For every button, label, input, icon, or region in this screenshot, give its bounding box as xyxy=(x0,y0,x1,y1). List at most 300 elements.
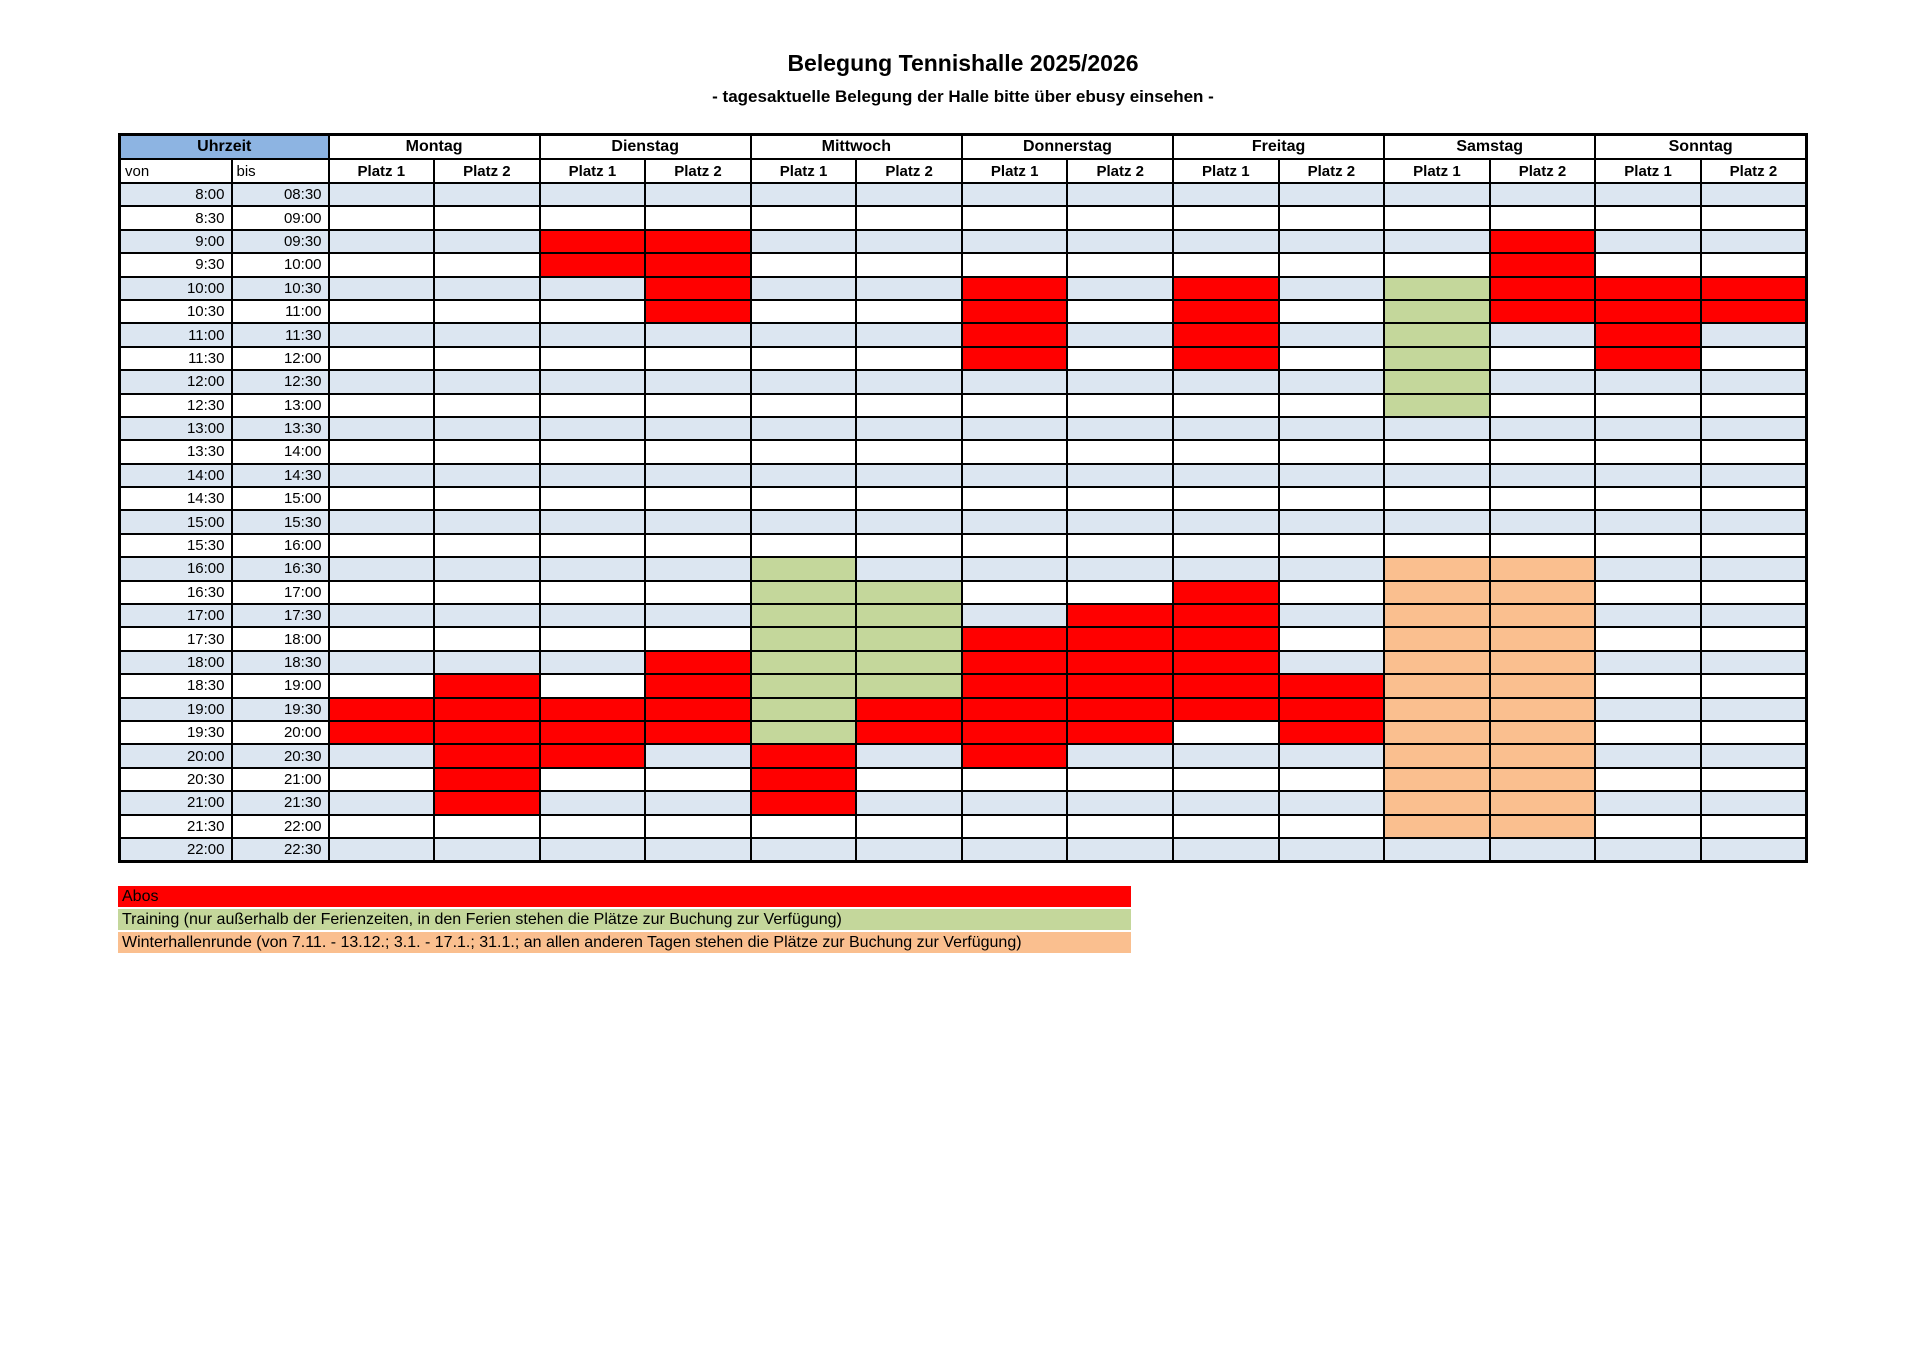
slot-cell xyxy=(751,627,857,650)
slot-cell xyxy=(1384,277,1490,300)
slot-cell xyxy=(751,557,857,580)
time-von-cell: 16:30 xyxy=(120,581,232,604)
schedule-body xyxy=(120,183,1807,862)
slot-cell xyxy=(1067,557,1173,580)
slot-cell xyxy=(1279,206,1385,229)
slot-cell xyxy=(1384,534,1490,557)
slot-cell xyxy=(1067,370,1173,393)
slot-cell xyxy=(1279,581,1385,604)
slot-cell xyxy=(751,698,857,721)
slot-cell xyxy=(1701,838,1807,862)
slot-cell xyxy=(540,183,646,206)
slot-cell xyxy=(1384,253,1490,276)
slot-cell xyxy=(1173,534,1279,557)
slot-cell xyxy=(1701,440,1807,463)
slot-cell xyxy=(962,627,1068,650)
slot-cell xyxy=(329,347,435,370)
time-bis-cell: 21:00 xyxy=(232,768,329,791)
time-bis-cell: 11:30 xyxy=(232,323,329,346)
slot-cell xyxy=(1595,323,1701,346)
slot-cell xyxy=(856,698,962,721)
slot-cell xyxy=(329,253,435,276)
slot-cell xyxy=(751,277,857,300)
slot-cell xyxy=(1173,487,1279,510)
time-von-cell: 9:30 xyxy=(120,253,232,276)
slot-cell xyxy=(1173,253,1279,276)
table-row xyxy=(120,651,1807,674)
slot-cell xyxy=(856,370,962,393)
slot-cell xyxy=(1384,815,1490,838)
slot-cell xyxy=(962,277,1068,300)
slot-cell xyxy=(1067,487,1173,510)
slot-cell xyxy=(540,323,646,346)
slot-cell xyxy=(1490,230,1596,253)
slot-cell xyxy=(645,651,751,674)
slot-cell xyxy=(1173,698,1279,721)
slot-cell xyxy=(1384,464,1490,487)
slot-cell xyxy=(1595,674,1701,697)
slot-cell xyxy=(1384,674,1490,697)
slot-cell xyxy=(1279,510,1385,533)
slot-cell xyxy=(434,323,540,346)
slot-cell xyxy=(1490,651,1596,674)
slot-cell xyxy=(540,581,646,604)
slot-cell xyxy=(1490,323,1596,346)
slot-cell xyxy=(962,230,1068,253)
slot-cell xyxy=(1595,440,1701,463)
table-row xyxy=(120,674,1807,697)
slot-cell xyxy=(645,510,751,533)
slot-cell xyxy=(645,417,751,440)
slot-cell xyxy=(751,417,857,440)
bis-header: bis xyxy=(232,159,329,183)
slot-cell xyxy=(329,651,435,674)
time-von-cell: 14:00 xyxy=(120,464,232,487)
slot-cell xyxy=(434,206,540,229)
slot-cell xyxy=(1595,394,1701,417)
slot-cell xyxy=(540,627,646,650)
slot-cell xyxy=(1173,206,1279,229)
slot-cell xyxy=(1067,394,1173,417)
slot-cell xyxy=(540,604,646,627)
slot-cell xyxy=(540,674,646,697)
slot-cell xyxy=(1490,394,1596,417)
time-von-cell: 16:00 xyxy=(120,557,232,580)
slot-cell xyxy=(1067,744,1173,767)
slot-cell xyxy=(540,347,646,370)
slot-cell xyxy=(962,300,1068,323)
time-von-cell: 21:30 xyxy=(120,815,232,838)
slot-cell xyxy=(1490,183,1596,206)
von-header: von xyxy=(120,159,232,183)
title-block xyxy=(118,50,1808,107)
slot-cell xyxy=(1384,394,1490,417)
slot-cell xyxy=(1595,604,1701,627)
slot-cell xyxy=(1279,347,1385,370)
time-von-cell: 8:30 xyxy=(120,206,232,229)
slot-cell xyxy=(329,300,435,323)
slot-cell xyxy=(962,698,1068,721)
slot-cell xyxy=(1173,277,1279,300)
slot-cell xyxy=(1279,557,1385,580)
slot-cell xyxy=(1595,698,1701,721)
time-von-cell: 13:00 xyxy=(120,417,232,440)
slot-cell xyxy=(329,230,435,253)
slot-cell xyxy=(329,674,435,697)
slot-cell xyxy=(751,206,857,229)
slot-cell xyxy=(751,347,857,370)
slot-cell xyxy=(1067,721,1173,744)
platz-header: Platz 1 xyxy=(962,159,1068,183)
slot-cell xyxy=(962,417,1068,440)
platz-header: Platz 2 xyxy=(1067,159,1173,183)
slot-cell xyxy=(434,230,540,253)
slot-cell xyxy=(1490,604,1596,627)
slot-cell xyxy=(1173,300,1279,323)
slot-cell xyxy=(540,721,646,744)
time-bis-cell: 13:00 xyxy=(232,394,329,417)
slot-cell xyxy=(1384,604,1490,627)
slot-cell xyxy=(1595,417,1701,440)
slot-cell xyxy=(1173,744,1279,767)
slot-cell xyxy=(645,487,751,510)
slot-cell xyxy=(1701,768,1807,791)
time-bis-cell: 18:00 xyxy=(232,627,329,650)
slot-cell xyxy=(962,604,1068,627)
slot-cell xyxy=(1384,721,1490,744)
table-row xyxy=(120,744,1807,767)
slot-cell xyxy=(1595,347,1701,370)
slot-cell xyxy=(1067,417,1173,440)
slot-cell xyxy=(1490,440,1596,463)
slot-cell xyxy=(540,230,646,253)
slot-cell xyxy=(962,557,1068,580)
slot-cell xyxy=(751,487,857,510)
slot-cell xyxy=(751,440,857,463)
slot-cell xyxy=(1279,721,1385,744)
slot-cell xyxy=(645,370,751,393)
slot-cell xyxy=(1595,510,1701,533)
time-von-cell: 10:30 xyxy=(120,300,232,323)
table-row xyxy=(120,183,1807,206)
slot-cell xyxy=(962,534,1068,557)
slot-cell xyxy=(856,417,962,440)
day-header: Donnerstag xyxy=(962,135,1173,160)
slot-cell xyxy=(1490,768,1596,791)
slot-cell xyxy=(1490,698,1596,721)
slot-cell xyxy=(1595,768,1701,791)
table-row xyxy=(120,230,1807,253)
time-von-cell: 12:00 xyxy=(120,370,232,393)
slot-cell xyxy=(1173,510,1279,533)
slot-cell xyxy=(1701,604,1807,627)
slot-cell xyxy=(1490,277,1596,300)
slot-cell xyxy=(434,183,540,206)
slot-cell xyxy=(1279,464,1385,487)
slot-cell xyxy=(1701,300,1807,323)
slot-cell xyxy=(329,510,435,533)
slot-cell xyxy=(1701,417,1807,440)
slot-cell xyxy=(1490,674,1596,697)
slot-cell xyxy=(1490,627,1596,650)
slot-cell xyxy=(962,721,1068,744)
slot-cell xyxy=(751,534,857,557)
slot-cell xyxy=(434,487,540,510)
table-row xyxy=(120,464,1807,487)
time-von-cell: 17:30 xyxy=(120,627,232,650)
slot-cell xyxy=(645,744,751,767)
slot-cell xyxy=(1595,815,1701,838)
slot-cell xyxy=(645,534,751,557)
slot-cell xyxy=(540,206,646,229)
slot-cell xyxy=(329,206,435,229)
slot-cell xyxy=(1067,347,1173,370)
slot-cell xyxy=(1701,557,1807,580)
time-bis-cell: 14:00 xyxy=(232,440,329,463)
slot-cell xyxy=(1279,277,1385,300)
slot-cell xyxy=(1173,417,1279,440)
slot-cell xyxy=(856,510,962,533)
slot-cell xyxy=(434,417,540,440)
slot-cell xyxy=(1701,698,1807,721)
slot-cell xyxy=(434,557,540,580)
time-bis-cell: 16:30 xyxy=(232,557,329,580)
table-row xyxy=(120,370,1807,393)
platz-header: Platz 2 xyxy=(645,159,751,183)
slot-cell xyxy=(962,510,1068,533)
slot-cell xyxy=(1595,206,1701,229)
table-row xyxy=(120,394,1807,417)
slot-cell xyxy=(645,674,751,697)
slot-cell xyxy=(751,651,857,674)
slot-cell xyxy=(434,838,540,862)
slot-cell xyxy=(540,768,646,791)
slot-cell xyxy=(434,768,540,791)
slot-cell xyxy=(856,838,962,862)
time-bis-cell: 15:00 xyxy=(232,487,329,510)
table-row xyxy=(120,604,1807,627)
slot-cell xyxy=(434,581,540,604)
slot-cell xyxy=(540,253,646,276)
slot-cell xyxy=(1701,277,1807,300)
slot-cell xyxy=(1595,791,1701,814)
slot-cell xyxy=(1490,487,1596,510)
slot-cell xyxy=(1173,768,1279,791)
page-title: Belegung Tennishalle 2025/2026 xyxy=(787,50,1139,76)
slot-cell xyxy=(1490,300,1596,323)
slot-cell xyxy=(1067,791,1173,814)
slot-cell xyxy=(1490,417,1596,440)
slot-cell xyxy=(856,674,962,697)
slot-cell xyxy=(645,253,751,276)
table-row xyxy=(120,253,1807,276)
table-row xyxy=(120,698,1807,721)
slot-cell xyxy=(1384,323,1490,346)
slot-cell xyxy=(751,581,857,604)
slot-cell xyxy=(962,464,1068,487)
slot-cell xyxy=(856,440,962,463)
slot-cell xyxy=(329,277,435,300)
slot-cell xyxy=(1701,791,1807,814)
slot-cell xyxy=(1595,370,1701,393)
slot-cell xyxy=(645,791,751,814)
slot-cell xyxy=(962,487,1068,510)
platz-header: Platz 2 xyxy=(856,159,962,183)
slot-cell xyxy=(645,206,751,229)
slot-cell xyxy=(856,300,962,323)
slot-cell xyxy=(1490,791,1596,814)
slot-cell xyxy=(540,510,646,533)
slot-cell xyxy=(1173,347,1279,370)
slot-cell xyxy=(1067,464,1173,487)
slot-cell xyxy=(1279,534,1385,557)
time-bis-cell: 10:30 xyxy=(232,277,329,300)
slot-cell xyxy=(434,534,540,557)
slot-cell xyxy=(856,557,962,580)
slot-cell xyxy=(856,230,962,253)
table-row xyxy=(120,300,1807,323)
slot-cell xyxy=(1279,417,1385,440)
slot-cell xyxy=(434,464,540,487)
slot-cell xyxy=(645,277,751,300)
slot-cell xyxy=(856,206,962,229)
table-row xyxy=(120,440,1807,463)
platz-header: Platz 2 xyxy=(1490,159,1596,183)
slot-cell xyxy=(1067,300,1173,323)
platz-header: Platz 1 xyxy=(1384,159,1490,183)
table-row xyxy=(120,417,1807,440)
slot-cell xyxy=(962,651,1068,674)
slot-cell xyxy=(645,464,751,487)
slot-cell xyxy=(1490,253,1596,276)
slot-cell xyxy=(1173,651,1279,674)
slot-cell xyxy=(962,206,1068,229)
slot-cell xyxy=(434,604,540,627)
time-von-cell: 22:00 xyxy=(120,838,232,862)
slot-cell xyxy=(751,300,857,323)
slot-cell xyxy=(1384,300,1490,323)
slot-cell xyxy=(645,183,751,206)
slot-cell xyxy=(751,394,857,417)
slot-cell xyxy=(1173,464,1279,487)
slot-cell xyxy=(1279,627,1385,650)
slot-cell xyxy=(1067,651,1173,674)
slot-cell xyxy=(1701,323,1807,346)
slot-cell xyxy=(1279,394,1385,417)
time-von-cell: 17:00 xyxy=(120,604,232,627)
slot-cell xyxy=(1173,674,1279,697)
slot-cell xyxy=(329,394,435,417)
slot-cell xyxy=(434,440,540,463)
slot-cell xyxy=(1595,253,1701,276)
slot-cell xyxy=(540,487,646,510)
time-bis-cell: 17:00 xyxy=(232,581,329,604)
slot-cell xyxy=(751,744,857,767)
slot-cell xyxy=(751,183,857,206)
slot-cell xyxy=(540,440,646,463)
table-row xyxy=(120,791,1807,814)
slot-cell xyxy=(962,791,1068,814)
slot-cell xyxy=(540,300,646,323)
time-bis-cell: 17:30 xyxy=(232,604,329,627)
time-von-cell: 8:00 xyxy=(120,183,232,206)
slot-cell xyxy=(1067,206,1173,229)
slot-cell xyxy=(1384,651,1490,674)
slot-cell xyxy=(1595,744,1701,767)
slot-cell xyxy=(645,300,751,323)
slot-cell xyxy=(1384,183,1490,206)
slot-cell xyxy=(751,510,857,533)
slot-cell xyxy=(1173,557,1279,580)
slot-cell xyxy=(329,744,435,767)
slot-cell xyxy=(1279,487,1385,510)
slot-cell xyxy=(329,791,435,814)
time-von-cell: 15:00 xyxy=(120,510,232,533)
slot-cell xyxy=(1279,230,1385,253)
slot-cell xyxy=(1384,744,1490,767)
time-bis-cell: 10:00 xyxy=(232,253,329,276)
time-von-cell: 21:00 xyxy=(120,791,232,814)
time-von-cell: 20:30 xyxy=(120,768,232,791)
slot-cell xyxy=(1173,791,1279,814)
slot-cell xyxy=(751,815,857,838)
table-row xyxy=(120,721,1807,744)
time-bis-cell: 09:00 xyxy=(232,206,329,229)
platz-header: Platz 2 xyxy=(1701,159,1807,183)
slot-cell xyxy=(329,534,435,557)
slot-cell xyxy=(434,300,540,323)
slot-cell xyxy=(1067,183,1173,206)
slot-cell xyxy=(856,487,962,510)
slot-cell xyxy=(1490,534,1596,557)
slot-cell xyxy=(434,698,540,721)
slot-cell xyxy=(1490,815,1596,838)
slot-cell xyxy=(962,581,1068,604)
table-row xyxy=(120,206,1807,229)
slot-cell xyxy=(1173,440,1279,463)
slot-cell xyxy=(1384,581,1490,604)
slot-cell xyxy=(856,277,962,300)
slot-cell xyxy=(1595,557,1701,580)
slot-cell xyxy=(962,323,1068,346)
slot-cell xyxy=(540,698,646,721)
slot-cell xyxy=(1490,370,1596,393)
slot-cell xyxy=(1701,183,1807,206)
slot-cell xyxy=(434,674,540,697)
slot-cell xyxy=(329,698,435,721)
slot-cell xyxy=(1279,815,1385,838)
slot-cell xyxy=(329,604,435,627)
slot-cell xyxy=(1490,557,1596,580)
slot-cell xyxy=(1279,253,1385,276)
slot-cell xyxy=(434,253,540,276)
slot-cell xyxy=(329,581,435,604)
slot-cell xyxy=(751,323,857,346)
slot-cell xyxy=(1279,651,1385,674)
table-row xyxy=(120,768,1807,791)
slot-cell xyxy=(1173,838,1279,862)
slot-cell xyxy=(962,440,1068,463)
slot-cell xyxy=(645,394,751,417)
slot-cell xyxy=(962,768,1068,791)
slot-cell xyxy=(434,744,540,767)
slot-cell xyxy=(1595,277,1701,300)
slot-cell xyxy=(645,557,751,580)
slot-cell xyxy=(329,768,435,791)
slot-cell xyxy=(1384,370,1490,393)
slot-cell xyxy=(1279,838,1385,862)
time-von-cell: 15:30 xyxy=(120,534,232,557)
